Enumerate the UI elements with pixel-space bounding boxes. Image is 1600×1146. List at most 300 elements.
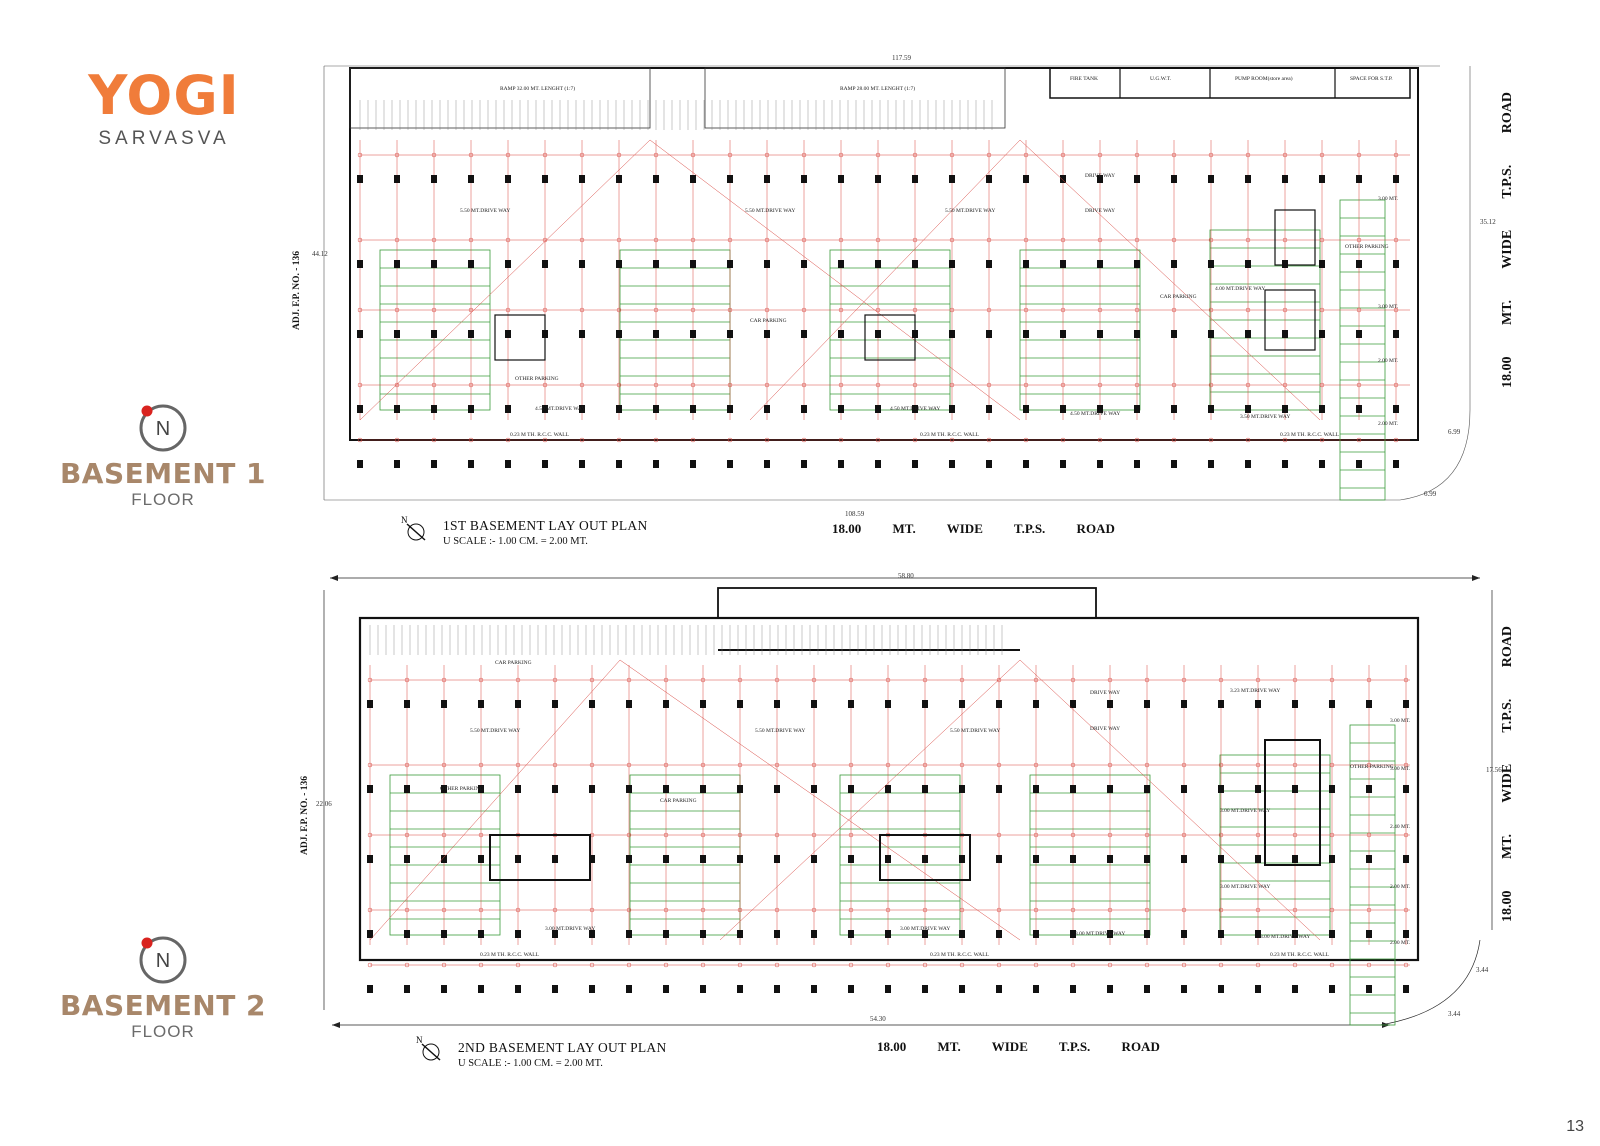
column bbox=[811, 855, 817, 863]
parking-block bbox=[830, 250, 950, 410]
column bbox=[922, 985, 928, 993]
column bbox=[1403, 785, 1409, 793]
column bbox=[1033, 700, 1039, 708]
column bbox=[1319, 460, 1325, 468]
column bbox=[848, 785, 854, 793]
parking-block bbox=[620, 250, 730, 410]
column bbox=[1245, 260, 1251, 268]
rcc-wall-label: 0.23 M TH. R.C.C. WALL bbox=[1280, 432, 1339, 438]
column bbox=[690, 175, 696, 183]
column bbox=[737, 785, 743, 793]
column bbox=[1366, 855, 1372, 863]
car-parking-label: CAR PARKING bbox=[495, 660, 532, 666]
column bbox=[1218, 985, 1224, 993]
column bbox=[663, 985, 669, 993]
column bbox=[1356, 460, 1362, 468]
ugwt-label: U.G.W.T. bbox=[1150, 76, 1172, 82]
parking-block bbox=[1350, 725, 1395, 1025]
column bbox=[1319, 330, 1325, 338]
column bbox=[505, 330, 511, 338]
column bbox=[1292, 985, 1298, 993]
column bbox=[949, 330, 955, 338]
column bbox=[1255, 985, 1261, 993]
column bbox=[1033, 985, 1039, 993]
driveway-label: 3.00 MT.DRIVE WAY bbox=[1220, 884, 1271, 890]
column bbox=[357, 260, 363, 268]
rcc-wall-label: 0.23 M TH. R.C.C. WALL bbox=[930, 952, 989, 958]
column bbox=[727, 460, 733, 468]
column bbox=[885, 930, 891, 938]
column bbox=[1033, 855, 1039, 863]
column bbox=[1255, 700, 1261, 708]
column bbox=[690, 460, 696, 468]
column bbox=[986, 330, 992, 338]
column bbox=[1245, 405, 1251, 413]
compass-icon bbox=[135, 930, 191, 986]
column bbox=[996, 855, 1002, 863]
driveway-label: 3.00 MT.DRIVE WAY bbox=[1260, 934, 1311, 940]
column bbox=[737, 855, 743, 863]
column bbox=[885, 985, 891, 993]
brand-subtitle: SARVASVA bbox=[98, 128, 230, 149]
basement1-dim-top: 117.59 bbox=[892, 54, 911, 62]
dim-2m-label: 2.00 MT. bbox=[1390, 884, 1411, 890]
column bbox=[1403, 985, 1409, 993]
column bbox=[959, 700, 965, 708]
column bbox=[579, 260, 585, 268]
column bbox=[1134, 260, 1140, 268]
dim-3m-label: 3.00 MT. bbox=[1378, 304, 1399, 310]
column bbox=[959, 985, 965, 993]
column bbox=[589, 785, 595, 793]
column bbox=[367, 985, 373, 993]
column bbox=[700, 700, 706, 708]
column bbox=[441, 855, 447, 863]
column bbox=[764, 405, 770, 413]
column bbox=[885, 855, 891, 863]
rcc-wall-label: 0.23 M TH. R.C.C. WALL bbox=[480, 952, 539, 958]
column bbox=[1181, 700, 1187, 708]
column bbox=[848, 700, 854, 708]
column bbox=[1144, 985, 1150, 993]
parking-block bbox=[1030, 775, 1150, 935]
column bbox=[1171, 405, 1177, 413]
basement1-dim-corner: 6.99 bbox=[1424, 490, 1437, 498]
column bbox=[357, 405, 363, 413]
column bbox=[986, 460, 992, 468]
column bbox=[579, 330, 585, 338]
driveway-label: DRIVE WAY bbox=[1090, 726, 1121, 732]
basement1-plan bbox=[320, 50, 1480, 510]
north-arrow-icon bbox=[400, 514, 428, 542]
column bbox=[1356, 330, 1362, 338]
column bbox=[1255, 785, 1261, 793]
column bbox=[1107, 855, 1113, 863]
column bbox=[1023, 260, 1029, 268]
column bbox=[404, 930, 410, 938]
column bbox=[1393, 330, 1399, 338]
column bbox=[1097, 460, 1103, 468]
column bbox=[959, 855, 965, 863]
column bbox=[949, 405, 955, 413]
column bbox=[1329, 785, 1335, 793]
column bbox=[922, 785, 928, 793]
driveway-label: 3.50 MT.DRIVE WAY bbox=[1240, 414, 1291, 420]
column bbox=[949, 175, 955, 183]
column bbox=[357, 175, 363, 183]
column bbox=[1070, 785, 1076, 793]
column bbox=[431, 330, 437, 338]
column bbox=[838, 460, 844, 468]
basement2-road-side: 18.00 MT. WIDE T.P.S. ROAD bbox=[1500, 626, 1515, 922]
column bbox=[663, 930, 669, 938]
column bbox=[1319, 260, 1325, 268]
column bbox=[441, 930, 447, 938]
column bbox=[727, 260, 733, 268]
column bbox=[801, 330, 807, 338]
dim-3m-label: 3.00 MT. bbox=[1390, 766, 1411, 772]
basement1-dim-right: 35.12 bbox=[1480, 218, 1496, 226]
column bbox=[515, 985, 521, 993]
column bbox=[1319, 405, 1325, 413]
driveway-label: DRIVE WAY bbox=[1085, 208, 1116, 214]
column bbox=[1366, 985, 1372, 993]
column bbox=[1245, 175, 1251, 183]
column bbox=[616, 460, 622, 468]
column bbox=[986, 405, 992, 413]
column bbox=[1255, 855, 1261, 863]
column bbox=[653, 460, 659, 468]
column bbox=[579, 175, 585, 183]
column bbox=[404, 855, 410, 863]
column bbox=[1033, 930, 1039, 938]
column bbox=[478, 985, 484, 993]
driveway-label: 5.50 MT.DRIVE WAY bbox=[950, 728, 1001, 734]
column bbox=[1245, 460, 1251, 468]
driveway-label: 3.00 MT.DRIVE WAY bbox=[545, 926, 596, 932]
column bbox=[441, 985, 447, 993]
column bbox=[848, 930, 854, 938]
column bbox=[589, 985, 595, 993]
basement1-adj-fp: ADJ. F.P. NO. - 136 bbox=[292, 251, 302, 330]
dim-2m-label: 2.00 MT. bbox=[1390, 940, 1411, 946]
column bbox=[774, 785, 780, 793]
column bbox=[764, 330, 770, 338]
rcc-wall-label: 0.23 M TH. R.C.C. WALL bbox=[1270, 952, 1329, 958]
column bbox=[589, 700, 595, 708]
driveway-label: 4.50 MT.DRIVE WAY bbox=[1070, 411, 1121, 417]
basement1-plan-title: 1ST BASEMENT LAY OUT PLAN bbox=[443, 518, 648, 533]
rcc-wall-label: 0.23 M TH. R.C.C. WALL bbox=[510, 432, 569, 438]
column bbox=[1208, 330, 1214, 338]
column bbox=[1181, 930, 1187, 938]
column bbox=[552, 985, 558, 993]
column bbox=[700, 855, 706, 863]
column bbox=[875, 405, 881, 413]
column bbox=[616, 405, 622, 413]
column bbox=[505, 460, 511, 468]
pump-room-label: PUMP ROOM(store area) bbox=[1235, 76, 1293, 82]
column bbox=[1366, 930, 1372, 938]
basement1-road-side: 18.00 MT. WIDE T.P.S. ROAD bbox=[1500, 92, 1515, 388]
column bbox=[1208, 460, 1214, 468]
column bbox=[1060, 260, 1066, 268]
driveway-label: 5.50 MT.DRIVE WAY bbox=[460, 208, 511, 214]
column bbox=[505, 405, 511, 413]
basement1-dim-bottom: 108.59 bbox=[845, 510, 865, 518]
svg-text:N: N bbox=[416, 1035, 423, 1045]
column bbox=[1393, 460, 1399, 468]
column bbox=[653, 175, 659, 183]
column bbox=[1319, 175, 1325, 183]
column bbox=[1070, 985, 1076, 993]
column bbox=[626, 700, 632, 708]
compass-letter: N bbox=[155, 950, 171, 972]
column bbox=[505, 260, 511, 268]
column bbox=[1282, 175, 1288, 183]
column bbox=[811, 700, 817, 708]
column bbox=[653, 405, 659, 413]
brand-logo bbox=[84, 66, 244, 150]
column bbox=[737, 700, 743, 708]
column bbox=[1282, 460, 1288, 468]
column bbox=[552, 785, 558, 793]
column bbox=[949, 260, 955, 268]
column bbox=[1171, 460, 1177, 468]
basement2-adj-fp: ADJ. F.P. NO. - 136 bbox=[300, 776, 310, 855]
column bbox=[616, 330, 622, 338]
column bbox=[1070, 855, 1076, 863]
column bbox=[663, 855, 669, 863]
column bbox=[1282, 260, 1288, 268]
column bbox=[1107, 785, 1113, 793]
column bbox=[579, 460, 585, 468]
column bbox=[838, 175, 844, 183]
column bbox=[875, 260, 881, 268]
basement2-plan bbox=[320, 570, 1500, 1040]
column bbox=[1023, 405, 1029, 413]
basement1-dim-left: 44.12 bbox=[312, 250, 328, 258]
column bbox=[367, 700, 373, 708]
basement2-dim-top: 58.80 bbox=[898, 572, 914, 580]
column bbox=[1023, 460, 1029, 468]
column bbox=[764, 175, 770, 183]
column bbox=[1393, 175, 1399, 183]
column bbox=[542, 260, 548, 268]
column bbox=[1282, 405, 1288, 413]
column bbox=[441, 700, 447, 708]
column bbox=[431, 405, 437, 413]
driveway-label: DRIVE WAY bbox=[1085, 173, 1116, 179]
column bbox=[468, 330, 474, 338]
basement2-scale: U SCALE :- 1.00 CM. = 2.00 MT. bbox=[458, 1058, 603, 1069]
column bbox=[727, 330, 733, 338]
column bbox=[431, 260, 437, 268]
column bbox=[848, 985, 854, 993]
car-parking-label: CAR PARKING bbox=[750, 318, 787, 324]
column bbox=[700, 785, 706, 793]
basement2-dim-bottom: 54.30 bbox=[870, 1015, 886, 1023]
column bbox=[690, 405, 696, 413]
column bbox=[626, 985, 632, 993]
column bbox=[774, 700, 780, 708]
driveway-label: 4.00 MT.DRIVE WAY bbox=[1215, 286, 1266, 292]
column bbox=[1366, 785, 1372, 793]
column bbox=[912, 175, 918, 183]
other-parking-label: OTHER PARKING bbox=[1350, 764, 1394, 770]
basement1-subtitle: FLOOR bbox=[131, 490, 195, 509]
column bbox=[1208, 175, 1214, 183]
column bbox=[1403, 855, 1409, 863]
driveway-label: 5.50 MT.DRIVE WAY bbox=[745, 208, 796, 214]
column bbox=[367, 930, 373, 938]
page-number: 13 bbox=[1566, 1118, 1584, 1135]
column bbox=[922, 700, 928, 708]
dim-3m-label: 3.00 MT. bbox=[1390, 718, 1411, 724]
column bbox=[394, 405, 400, 413]
column bbox=[875, 460, 881, 468]
column bbox=[1329, 985, 1335, 993]
basement1-dim-corner: 6.99 bbox=[1448, 428, 1461, 436]
basement2-dim-right: 17.56 bbox=[1486, 766, 1502, 774]
column bbox=[626, 785, 632, 793]
column bbox=[912, 260, 918, 268]
driveway-label: 3.23 MT.DRIVE WAY bbox=[1230, 688, 1281, 694]
column bbox=[1403, 700, 1409, 708]
basement1-title: BASEMENT 1 bbox=[59, 457, 267, 490]
column bbox=[1134, 330, 1140, 338]
basement2-road-bottom: 18.00 MT. WIDE T.P.S. ROAD bbox=[877, 1039, 1160, 1054]
column bbox=[394, 460, 400, 468]
column bbox=[1208, 260, 1214, 268]
column bbox=[1393, 260, 1399, 268]
stp-label: SPACE FOR S.T.P. bbox=[1350, 76, 1393, 82]
column bbox=[1060, 460, 1066, 468]
column bbox=[515, 785, 521, 793]
column bbox=[986, 175, 992, 183]
column bbox=[394, 330, 400, 338]
column bbox=[959, 785, 965, 793]
column bbox=[468, 175, 474, 183]
column bbox=[801, 260, 807, 268]
column bbox=[1134, 405, 1140, 413]
ramp1-label: RAMP 32.00 MT. LENGHT (1:7) bbox=[500, 86, 576, 92]
column bbox=[653, 260, 659, 268]
column bbox=[737, 930, 743, 938]
basement2-badge bbox=[48, 930, 278, 1042]
column bbox=[912, 460, 918, 468]
column bbox=[1107, 985, 1113, 993]
column bbox=[515, 855, 521, 863]
column bbox=[1282, 330, 1288, 338]
driveway-label: 3.00 MT.DRIVE WAY bbox=[1220, 808, 1271, 814]
brand-name: YOGI bbox=[88, 64, 240, 127]
column bbox=[1171, 175, 1177, 183]
column bbox=[431, 460, 437, 468]
column bbox=[478, 855, 484, 863]
column bbox=[1171, 330, 1177, 338]
column bbox=[1181, 985, 1187, 993]
driveway-label: 4.50 MT.DRIVE WAY bbox=[535, 406, 586, 412]
column bbox=[838, 330, 844, 338]
driveway-label: 5.50 MT.DRIVE WAY bbox=[945, 208, 996, 214]
column bbox=[764, 260, 770, 268]
column bbox=[959, 930, 965, 938]
driveway-label: 3.00 MT.DRIVE WAY bbox=[1075, 931, 1126, 937]
column bbox=[1134, 175, 1140, 183]
column bbox=[663, 785, 669, 793]
car-parking-label: CAR PARKING bbox=[1160, 294, 1197, 300]
column bbox=[875, 175, 881, 183]
column bbox=[1208, 405, 1214, 413]
basement1-road-bottom: 18.00 MT. WIDE T.P.S. ROAD bbox=[832, 521, 1115, 536]
column bbox=[1329, 930, 1335, 938]
north-arrow-icon bbox=[415, 1034, 443, 1062]
column bbox=[542, 460, 548, 468]
column bbox=[468, 405, 474, 413]
column bbox=[505, 175, 511, 183]
basement2-dim-corner: 3.44 bbox=[1448, 1010, 1461, 1018]
parking-block bbox=[1020, 250, 1140, 410]
column bbox=[1329, 700, 1335, 708]
basement2-dim-corner: 3.44 bbox=[1476, 966, 1489, 974]
basement2-drawing bbox=[320, 570, 1500, 1040]
column bbox=[1060, 405, 1066, 413]
column bbox=[774, 985, 780, 993]
column bbox=[515, 700, 521, 708]
column bbox=[986, 260, 992, 268]
fire-tank-label: FIRE TANK bbox=[1070, 76, 1099, 82]
column bbox=[468, 460, 474, 468]
column bbox=[885, 700, 891, 708]
column bbox=[996, 985, 1002, 993]
column bbox=[1356, 175, 1362, 183]
column bbox=[1218, 855, 1224, 863]
column bbox=[1393, 405, 1399, 413]
dim-240-label: 2.40 MT. bbox=[1390, 824, 1411, 830]
column bbox=[1144, 855, 1150, 863]
column bbox=[922, 855, 928, 863]
column bbox=[690, 260, 696, 268]
column bbox=[1097, 260, 1103, 268]
column bbox=[357, 330, 363, 338]
column bbox=[1218, 930, 1224, 938]
column bbox=[1218, 785, 1224, 793]
column bbox=[1292, 855, 1298, 863]
column bbox=[404, 785, 410, 793]
column bbox=[1356, 405, 1362, 413]
column bbox=[1107, 700, 1113, 708]
column bbox=[1356, 260, 1362, 268]
column bbox=[774, 930, 780, 938]
svg-text:N: N bbox=[401, 515, 408, 525]
basement2-dim-left: 22.06 bbox=[316, 800, 332, 808]
other-parking-label: OTHER PARKING bbox=[1345, 244, 1389, 250]
column bbox=[811, 785, 817, 793]
column bbox=[1060, 330, 1066, 338]
basement2-caption bbox=[458, 1040, 667, 1069]
column bbox=[616, 260, 622, 268]
column bbox=[1171, 260, 1177, 268]
column bbox=[1292, 700, 1298, 708]
other-parking-label: OTHER PARKING bbox=[440, 786, 484, 792]
column bbox=[616, 175, 622, 183]
column bbox=[949, 460, 955, 468]
basement2-subtitle: FLOOR bbox=[131, 1022, 195, 1041]
column bbox=[1366, 700, 1372, 708]
column bbox=[1144, 785, 1150, 793]
driveway-label: 5.50 MT.DRIVE WAY bbox=[470, 728, 521, 734]
